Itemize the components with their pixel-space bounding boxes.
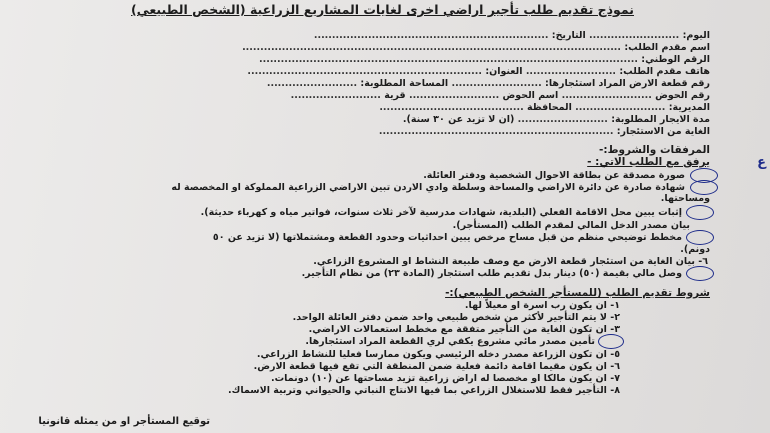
attachments-heading: المرفقات والشروط:- <box>599 144 710 156</box>
signature-line: توقيع المستأجر او من يمثله قانونيا <box>38 416 210 427</box>
pen-circle-mark <box>686 266 714 281</box>
condition-item: ٣- ان تكون الغاية من التأجير متفقة مع مخطط استعمالات الاراضي. <box>308 324 620 335</box>
conditions-heading: شروط تقديم الطلب (للمستأجر الشخص الطبيعي):- <box>445 287 710 299</box>
field-national-number: الرقم الوطني: ......................................................................................................... <box>259 54 710 65</box>
field-parcel-area: رقم قطعة الارض المراد استئجارها: ......................... المساحة المطلوبة: ......................... <box>266 78 710 89</box>
field-lease-duration: مدة الايجار المطلوبة: ......................... (ان لا تزيد عن ٣٠ سنة). <box>402 114 710 125</box>
field-phone-address: هاتف مقدم الطلب: ......................... العنوان: ................................................................. <box>247 66 710 77</box>
attachment-item: دونم). <box>680 244 710 255</box>
condition-item: ٨- التأجير فقط للاستغلال الزراعي بما فيها الانتاج النباتي والحيواني وتربية الاسماك. <box>228 385 620 396</box>
condition-item: تأمين مصدر مائي مشروع يكفي لري القطعة المراد استئجارها. <box>305 336 595 347</box>
pen-mark: ع <box>757 155 766 170</box>
condition-item: ٢- لا يتم التأجير لأكثر من شخص طبيعي واحد ضمن دفتر العائلة الواحد. <box>292 312 620 323</box>
condition-item: ٦- ان يكون مقيما اقامة دائمة فعلية ضمن المنطقة التي تقع فيها قطعة الارض. <box>253 361 620 372</box>
attachment-item: مخطط توضيحي منظم من قبل مساح مرخص يبين احداثيات وحدود القطعة ومشتملاتها (لا تزيد عن ٥٠ <box>212 232 682 243</box>
field-basin-village: رقم الحوض ......................... اسم الحوض ......................... قرية ......................... <box>290 90 710 101</box>
attachment-item: شهادة صادرة عن دائرة الاراضي والمساحة وسلطة وادي الاردن تبين الاراضي الزراعية المملوكة او المخصصة له <box>171 182 685 193</box>
pen-circle-mark <box>690 180 718 195</box>
condition-item: ١- ان يكون رب اسرة او معيلاً لها. <box>464 300 620 311</box>
attachment-item: بيان مصدر الدخل المالي لمقدم الطلب (المستأجر). <box>452 220 690 231</box>
pen-circle-mark <box>686 230 714 245</box>
field-directorate: المديرية: ......................... المحافظة ........................................ <box>379 102 710 113</box>
condition-item: ٥- ان تكون الزراعة مصدر دخله الرئيسي ويكون ممارسا فعليا للنشاط الزراعي. <box>256 349 620 360</box>
attachment-item: ومساحتها. <box>660 193 710 204</box>
pen-circle-mark <box>686 205 714 220</box>
condition-item: ٧- ان يكون مالكا او مخصصا له اراض زراعية تزيد مساحتها عن (١٠) دونمات. <box>271 373 620 384</box>
field-lease-purpose: الغاية من الاستئجار: ................................................................. <box>378 126 710 137</box>
field-applicant-name: اسم مقدم الطلب: ......................................................................................................... <box>242 42 710 53</box>
attachments-subheading: يرفق مع الطلب الاتي: - <box>587 156 710 168</box>
form-title: نموذج تقديم طلب تأجير اراضي اخرى لغايات المشاريع الزراعية (الشخص الطبيعي) <box>131 2 634 17</box>
attachment-item: صورة مصدقة عن بطاقة الاحوال الشخصية ودفتر العائلة. <box>423 170 685 181</box>
field-day: اليوم: ......................... التاريخ: ................................................................. <box>313 30 710 41</box>
attachment-item: ٦- بيان الغاية من استئجار قطعة الارض مع وصف طبيعة النشاط او المشروع الزراعي. <box>313 256 708 267</box>
attachment-item: وصل مالي بقيمة (٥٠) دينار بدل تقديم طلب استئجار (المادة ٢٣) من نظام التأجير. <box>301 268 682 279</box>
pen-circle-mark <box>598 334 624 349</box>
attachment-item: إثبات يبين محل الاقامة الفعلي (البلدية، شهادات مدرسية لآخر ثلاث سنوات، فواتير مياه و كهرباء حديثة). <box>200 207 682 218</box>
